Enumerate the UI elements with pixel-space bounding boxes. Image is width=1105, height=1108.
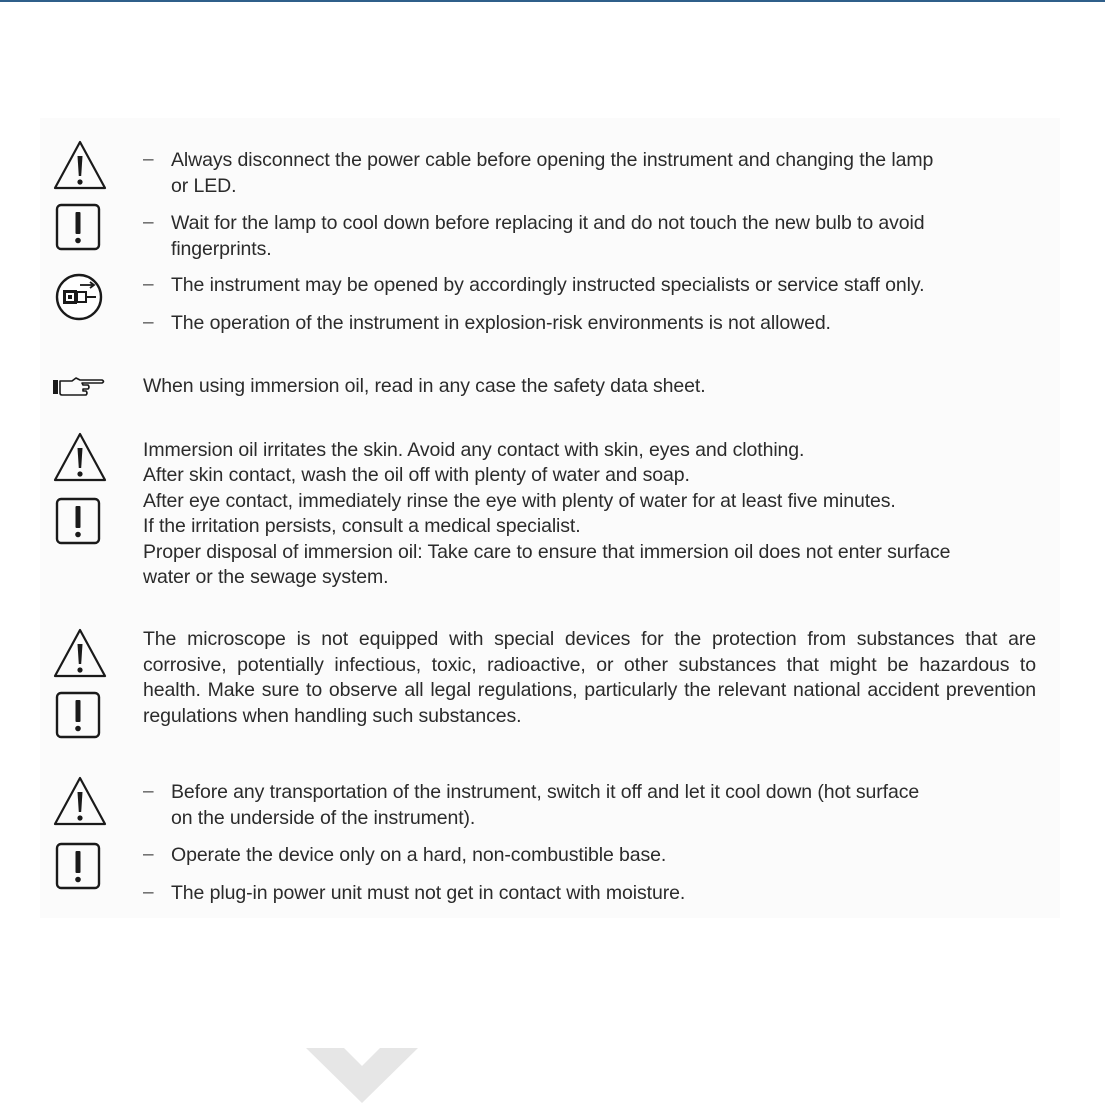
bullet-dash: –	[143, 312, 154, 333]
bullet-dash: –	[143, 844, 154, 865]
warning-triangle-icon	[52, 138, 108, 192]
warning-triangle-icon	[52, 430, 108, 484]
safety-item-text: or LED.	[171, 175, 237, 197]
safety-item-text: Before any transportation of the instrument, switch it off and let it cool down (hot surface	[171, 781, 920, 803]
safety-item-text: The instrument may be opened by accordingly instructed specialists or service staff only.	[171, 274, 925, 296]
oil-warning-line: After eye contact, immediately rinse the eye with plenty of water for at least five minutes.	[143, 490, 896, 512]
top-rule	[0, 0, 1105, 2]
scroll-down-chevron-icon[interactable]	[306, 1048, 418, 1108]
oil-warning-line: Proper disposal of immersion oil: Take care to ensure that immersion oil does not enter surface	[143, 541, 951, 563]
exclamation-box-icon	[55, 842, 101, 890]
bullet-dash: –	[143, 212, 154, 233]
exclamation-box-icon	[55, 203, 101, 251]
safety-item-text: Always disconnect the power cable before opening the instrument and changing the lamp	[171, 149, 934, 171]
safety-item-text: Operate the device only on a hard, non-combustible base.	[171, 844, 667, 866]
do-not-open-icon	[54, 272, 104, 322]
safety-item-text: fingerprints.	[171, 238, 272, 260]
safety-item-text: The operation of the instrument in explosion-risk environments is not allowed.	[171, 312, 831, 334]
bullet-dash: –	[143, 274, 154, 295]
safety-item-text: Wait for the lamp to cool down before replacing it and do not touch the new bulb to avoid	[171, 212, 925, 234]
warning-triangle-icon	[52, 626, 108, 680]
hazardous-substances-paragraph: The microscope is not equipped with special devices for the protection from substances that are corrosive, potentially infectious, toxic, radioactive, or other substances that might be hazardous to health. Make sure to observe all legal regulations, particularly the relevant national accident prevention regulations when handling such substances.	[143, 628, 1036, 727]
bullet-dash: –	[143, 882, 154, 903]
oil-warning-line: After skin contact, wash the oil off with plenty of water and soap.	[143, 464, 690, 486]
oil-warning-line: Immersion oil irritates the skin. Avoid any contact with skin, eyes and clothing.	[143, 439, 805, 461]
oil-warning-line: If the irritation persists, consult a medical specialist.	[143, 515, 581, 537]
exclamation-box-icon	[55, 497, 101, 545]
safety-item-text: on the underside of the instrument).	[171, 807, 476, 829]
safety-item-text: The plug-in power unit must not get in contact with moisture.	[171, 882, 686, 904]
oil-warning-line: water or the sewage system.	[143, 566, 389, 588]
exclamation-box-icon	[55, 691, 101, 739]
pointing-hand-icon	[52, 376, 108, 398]
bullet-dash: –	[143, 149, 154, 170]
warning-triangle-icon	[52, 774, 108, 828]
note-text: When using immersion oil, read in any case the safety data sheet.	[143, 375, 706, 397]
bullet-dash: –	[143, 781, 154, 802]
